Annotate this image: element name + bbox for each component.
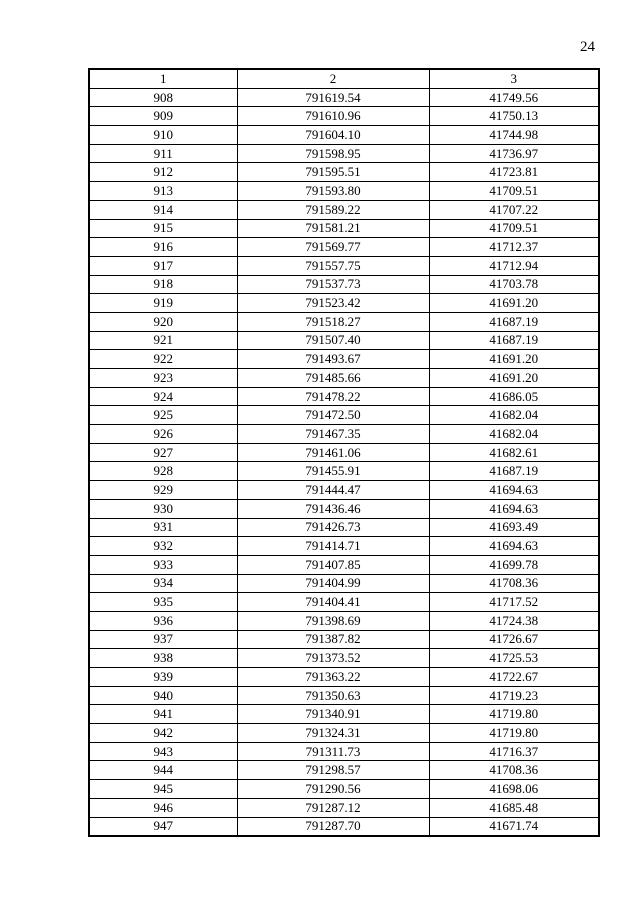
point-number-cell: 919 [89,294,237,313]
x-coordinate-cell: 791398.69 [237,611,429,630]
table-row [89,499,599,518]
y-coordinate-cell: 41719.23 [429,686,599,705]
table-row [89,724,599,743]
point-number-cell: 910 [89,126,237,145]
y-coordinate-cell: 41724.38 [429,611,599,630]
table-row [89,686,599,705]
point-number-cell: 936 [89,611,237,630]
y-coordinate-cell: 41712.94 [429,256,599,275]
table-row [89,705,599,724]
point-number-cell: 945 [89,780,237,799]
point-number-cell: 946 [89,798,237,817]
x-coordinate-cell: 791610.96 [237,107,429,126]
table-row [89,350,599,369]
y-coordinate-cell: 41687.19 [429,462,599,481]
x-coordinate-cell: 791436.46 [237,499,429,518]
table-header-row [89,69,599,88]
x-coordinate-cell: 791493.67 [237,350,429,369]
x-coordinate-cell: 791387.82 [237,630,429,649]
table-row [89,817,599,836]
y-coordinate-cell: 41682.04 [429,406,599,425]
point-number-cell: 916 [89,238,237,257]
table-row [89,163,599,182]
x-coordinate-cell: 791414.71 [237,537,429,556]
table-row [89,574,599,593]
point-number-cell: 922 [89,350,237,369]
point-number-cell: 914 [89,200,237,219]
y-coordinate-cell: 41719.80 [429,705,599,724]
point-number-cell: 943 [89,742,237,761]
x-coordinate-cell: 791557.75 [237,256,429,275]
y-coordinate-cell: 41693.49 [429,518,599,537]
table-row [89,144,599,163]
coordinates-table [88,68,600,837]
y-coordinate-cell: 41682.04 [429,425,599,444]
point-number-cell: 926 [89,425,237,444]
table-row [89,761,599,780]
table-row [89,369,599,388]
point-number-cell: 920 [89,312,237,331]
point-number-cell: 921 [89,331,237,350]
x-coordinate-cell: 791485.66 [237,369,429,388]
column-header-1: 1 [89,69,237,88]
x-coordinate-cell: 791404.99 [237,574,429,593]
y-coordinate-cell: 41687.19 [429,312,599,331]
table-row [89,537,599,556]
point-number-cell: 933 [89,555,237,574]
table-row [89,200,599,219]
point-number-cell: 927 [89,443,237,462]
y-coordinate-cell: 41686.05 [429,387,599,406]
y-coordinate-cell: 41749.56 [429,88,599,107]
table-row [89,611,599,630]
point-number-cell: 947 [89,817,237,836]
table-row [89,219,599,238]
point-number-cell: 941 [89,705,237,724]
y-coordinate-cell: 41703.78 [429,275,599,294]
x-coordinate-cell: 791604.10 [237,126,429,145]
y-coordinate-cell: 41682.61 [429,443,599,462]
table-row [89,182,599,201]
point-number-cell: 911 [89,144,237,163]
x-coordinate-cell: 791518.27 [237,312,429,331]
table-row [89,518,599,537]
point-number-cell: 908 [89,88,237,107]
point-number-cell: 932 [89,537,237,556]
x-coordinate-cell: 791426.73 [237,518,429,537]
y-coordinate-cell: 41685.48 [429,798,599,817]
table-row [89,425,599,444]
table-row [89,126,599,145]
y-coordinate-cell: 41750.13 [429,107,599,126]
point-number-cell: 944 [89,761,237,780]
point-number-cell: 940 [89,686,237,705]
x-coordinate-cell: 791287.12 [237,798,429,817]
x-coordinate-cell: 791507.40 [237,331,429,350]
x-coordinate-cell: 791523.42 [237,294,429,313]
x-coordinate-cell: 791407.85 [237,555,429,574]
point-number-cell: 923 [89,369,237,388]
point-number-cell: 917 [89,256,237,275]
x-coordinate-cell: 791593.80 [237,182,429,201]
point-number-cell: 925 [89,406,237,425]
x-coordinate-cell: 791598.95 [237,144,429,163]
y-coordinate-cell: 41716.37 [429,742,599,761]
y-coordinate-cell: 41671.74 [429,817,599,836]
x-coordinate-cell: 791595.51 [237,163,429,182]
y-coordinate-cell: 41699.78 [429,555,599,574]
table-row [89,331,599,350]
y-coordinate-cell: 41709.51 [429,182,599,201]
y-coordinate-cell: 41694.63 [429,499,599,518]
x-coordinate-cell: 791350.63 [237,686,429,705]
y-coordinate-cell: 41726.67 [429,630,599,649]
point-number-cell: 939 [89,668,237,687]
table-row [89,107,599,126]
point-number-cell: 909 [89,107,237,126]
y-coordinate-cell: 41723.81 [429,163,599,182]
x-coordinate-cell: 791404.41 [237,593,429,612]
y-coordinate-cell: 41708.36 [429,761,599,780]
point-number-cell: 942 [89,724,237,743]
y-coordinate-cell: 41725.53 [429,649,599,668]
table-body [89,88,599,836]
table-row [89,593,599,612]
table-row [89,742,599,761]
table-row [89,630,599,649]
y-coordinate-cell: 41691.20 [429,350,599,369]
y-coordinate-cell: 41707.22 [429,200,599,219]
table-row [89,481,599,500]
table-row [89,256,599,275]
x-coordinate-cell: 791324.31 [237,724,429,743]
point-number-cell: 928 [89,462,237,481]
x-coordinate-cell: 791569.77 [237,238,429,257]
x-coordinate-cell: 791311.73 [237,742,429,761]
point-number-cell: 912 [89,163,237,182]
table-row [89,238,599,257]
x-coordinate-cell: 791461.06 [237,443,429,462]
y-coordinate-cell: 41744.98 [429,126,599,145]
point-number-cell: 937 [89,630,237,649]
y-coordinate-cell: 41694.63 [429,481,599,500]
y-coordinate-cell: 41719.80 [429,724,599,743]
x-coordinate-cell: 791340.91 [237,705,429,724]
x-coordinate-cell: 791472.50 [237,406,429,425]
table-row [89,275,599,294]
point-number-cell: 918 [89,275,237,294]
x-coordinate-cell: 791619.54 [237,88,429,107]
point-number-cell: 915 [89,219,237,238]
table-row [89,406,599,425]
point-number-cell: 913 [89,182,237,201]
point-number-cell: 931 [89,518,237,537]
point-number-cell: 938 [89,649,237,668]
y-coordinate-cell: 41691.20 [429,369,599,388]
y-coordinate-cell: 41694.63 [429,537,599,556]
table-row [89,443,599,462]
table-row [89,555,599,574]
x-coordinate-cell: 791455.91 [237,462,429,481]
y-coordinate-cell: 41712.37 [429,238,599,257]
x-coordinate-cell: 791298.57 [237,761,429,780]
y-coordinate-cell: 41709.51 [429,219,599,238]
point-number-cell: 929 [89,481,237,500]
point-number-cell: 924 [89,387,237,406]
table-row [89,798,599,817]
column-header-2: 2 [237,69,429,88]
y-coordinate-cell: 41687.19 [429,331,599,350]
x-coordinate-cell: 791537.73 [237,275,429,294]
table-row [89,294,599,313]
x-coordinate-cell: 791478.22 [237,387,429,406]
y-coordinate-cell: 41708.36 [429,574,599,593]
table-row [89,780,599,799]
column-header-3: 3 [429,69,599,88]
point-number-cell: 934 [89,574,237,593]
x-coordinate-cell: 791290.56 [237,780,429,799]
table-row [89,88,599,107]
table-row [89,649,599,668]
y-coordinate-cell: 41722.67 [429,668,599,687]
table-row [89,462,599,481]
x-coordinate-cell: 791287.70 [237,817,429,836]
y-coordinate-cell: 41698.06 [429,780,599,799]
x-coordinate-cell: 791363.22 [237,668,429,687]
table-row [89,387,599,406]
x-coordinate-cell: 791373.52 [237,649,429,668]
x-coordinate-cell: 791589.22 [237,200,429,219]
x-coordinate-cell: 791467.35 [237,425,429,444]
x-coordinate-cell: 791581.21 [237,219,429,238]
y-coordinate-cell: 41736.97 [429,144,599,163]
page-number: 24 [580,39,595,55]
table-row [89,312,599,331]
y-coordinate-cell: 41717.52 [429,593,599,612]
x-coordinate-cell: 791444.47 [237,481,429,500]
table-row [89,668,599,687]
point-number-cell: 930 [89,499,237,518]
point-number-cell: 935 [89,593,237,612]
y-coordinate-cell: 41691.20 [429,294,599,313]
